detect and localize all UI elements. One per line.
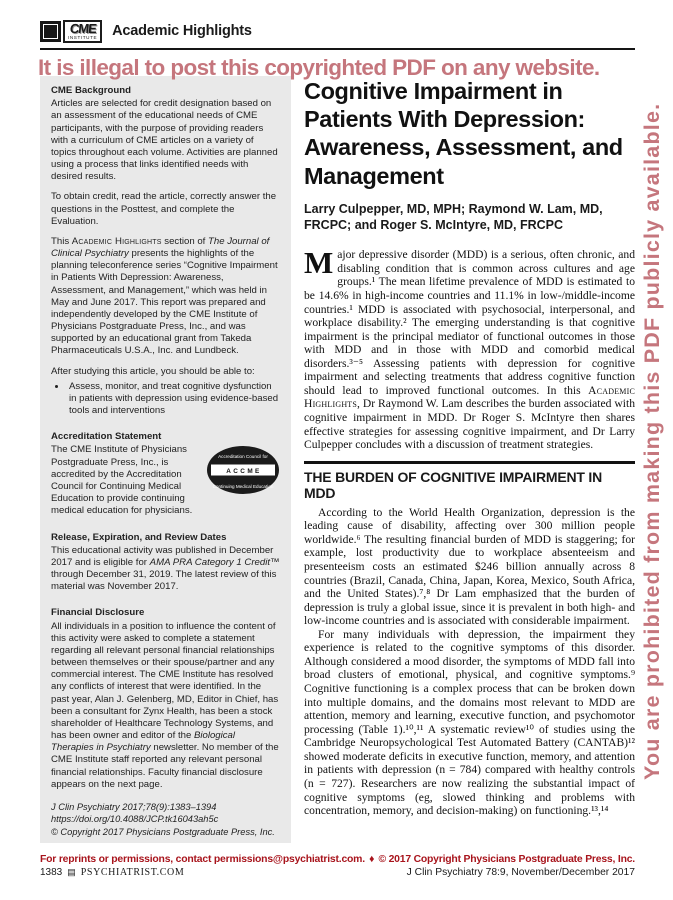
journal-reference: J Clin Psychiatry 78:9, November/December 2017 bbox=[406, 867, 635, 878]
site-name: PSYCHIATRIST.COM bbox=[80, 867, 185, 878]
financial-disclosure-paragraph bbox=[51, 621, 280, 791]
cme-institute-logo bbox=[40, 20, 102, 43]
page-header bbox=[40, 20, 635, 50]
article-citation-block bbox=[51, 801, 280, 838]
burden-paragraph-2: For many individuals with depression, the impairment they experience is related to the cognitive symptoms of this disorder. Although considered a mood disorder, the symptoms of MDD fall into broad clusters of emotional, physical, and cognitive symptoms.⁹ Cognitive functioning is a complex process that can be broken down into multiple domains, and the domains most relevant to MDD are attention, memory and learning, executive function, and psychomotor processing (Table 1).¹⁰,¹¹ A systematic review¹⁰ of studies using the Cambridge Neuropsychological Test Automated Battery (CANTAB)¹² showed moderate deficits in executive function, memory, and attention in patients with depression (n = 784) compared with healthy controls (n = 727). Researchers are now realizing the substantial impact of cognitive symptoms (eg, slowed thinking and problems with concentration, memory, and decision-making) on functioning.¹³,¹⁴ bbox=[304, 627, 635, 818]
sidebar-heading-cme-background: CME Background bbox=[51, 85, 131, 96]
publisher-square-icon bbox=[40, 21, 61, 42]
text-run: presents the highlights of the planning teleconference series “Cognitive Impairment in Patients With Depression: Awareness, Assessment, and Management,” which was held in May and June 2017. This report was prepared and independently developed by the CME Institute of Physicians Postgraduate Press, Inc., and was supported by an educational grant from Takeda Pharmaceuticals U.S.A., Inc. and Lundbeck. bbox=[51, 248, 278, 357]
text-run: newsletter. No member of the CME Institute staff reported any relevant personal financial relationships. Faculty financial disclosure appears on the next page. bbox=[51, 742, 279, 790]
logo-text-institute: INSTITUTE bbox=[68, 35, 98, 40]
sidebar-heading-release-dates: Release, Expiration, and Review Dates bbox=[51, 531, 227, 543]
sidebar-heading-accreditation: Accreditation Statement bbox=[51, 431, 162, 443]
academic-highlights-smallcaps: Academic Highlights bbox=[304, 383, 635, 411]
svg-text:Accreditation Council for: Accreditation Council for bbox=[218, 454, 268, 460]
permissions-line bbox=[40, 854, 635, 865]
accreditation-text: The CME Institute of Physicians Postgraduate Press, Inc., is accredited by the Accreditation Council for Continuing Medical Education to provide continuing medical education for physicians. bbox=[51, 444, 193, 517]
obtain-credit-paragraph: To obtain credit, read the article, correctly answer the questions in the Posttest, and complete the Evaluation. bbox=[51, 191, 277, 227]
objectives-list bbox=[51, 381, 280, 418]
page-footer bbox=[40, 854, 635, 878]
section-heading-burden: THE BURDEN OF COGNITIVE IMPAIRMENT IN MDD bbox=[304, 468, 603, 501]
footer-left-group bbox=[40, 867, 184, 878]
text-run: ajor depressive disorder (MDD) is a serious, often chronic, and disabling condition that is common across cultures and age groups.¹ The mean lifetime prevalence of MDD is estimated to be 14.6% in high-income countries and 11.1% in low-/middle-income countries.¹ MDD is associated with psychosocial, interpersonal, and workplace disability.² The emerging understanding is that cognitive impairment is the principal mediator of functional outcomes in those with MDD and in those with MDD and comorbid medical disorders.³⁻⁵ Assessing patients with depression for cognitive impairment and selecting treatments that address cognitive function should lead to improved functional outcomes. In this bbox=[304, 248, 635, 397]
text-run: through December 31, 2019. The latest review of this material was November 2017. bbox=[51, 569, 277, 593]
footer-meta-row bbox=[40, 867, 635, 878]
section-label: Academic Highlights bbox=[112, 23, 252, 40]
intro-paragraph bbox=[304, 245, 635, 452]
objective-item: • Assess, monitor, and treat cognitive dysfunction in patients with depression using evidence-based tools and interventions bbox=[67, 381, 280, 418]
credit-name-italic: AMA PRA Category 1 Credit™ bbox=[149, 556, 280, 568]
text-run: All individuals in a position to influence the content of this activity were asked to complete a statement regarding all relevant personal financial relationships between themselves or their spouse/partner and any commercial interest. The CME Institute has resolved any conflicts of interest that were identified. In the past year, Alan J. Gelenberg, MD, Editor in Chief, has been a consultant for Zynx Health, has been a stock shareholder of Healthcare Technology Systems, and has been owner and editor of the bbox=[51, 620, 279, 742]
section-block bbox=[304, 461, 635, 818]
burden-paragraph-1: According to the World Health Organization, depression is the leading cause of disability, affecting over 300 million people worldwide.⁶ The resulting financial burden of MDD is staggering; for example, lost productivity due to workplace absenteeism and presenteeism costs an estimated $246 billion annually across 8 countries (Brazil, Canada, China, Japan, Korea, Mexico, South Africa, and the United States).⁷,⁸ Dr Lam emphasized that the burden of depression is truly a global issue, since it is prevalent in both high- and low-income countries and is associated with considerable impairment. bbox=[304, 505, 635, 628]
cme-background-paragraph: Articles are selected for credit designation based on an assessment of the educational needs of CME participants, with the purpose of providing readers with a curriculum of CME articles on a variety of topics throughout each volume. Activities are planned using a process that links identified needs with desired results. bbox=[51, 98, 278, 183]
academic-highlights-smallcaps: Academic Highlights bbox=[71, 235, 162, 247]
text-run: section of bbox=[161, 235, 209, 247]
permissions-contact[interactable]: For reprints or permissions, contact permissions@psychiatrist.com. bbox=[40, 854, 365, 865]
footer-copyright: © 2017 Copyright Physicians Postgraduate Press, Inc. bbox=[378, 854, 635, 865]
cme-sidebar bbox=[40, 76, 291, 843]
sidebar-heading-financial-disclosure: Financial Disclosure bbox=[51, 607, 145, 619]
release-dates-paragraph bbox=[51, 545, 280, 594]
copyright-warning-right: You are prohibited from making this PDF publicly available. bbox=[640, 102, 664, 780]
article-authors: Larry Culpepper, MD, MPH; Raymond W. Lam, MD, FRCPC; and Roger S. McIntyre, MD, FRCPC bbox=[304, 201, 603, 232]
article-title: Cognitive Impairment in Patients With Depression: Awareness, Assessment, and Management bbox=[304, 78, 623, 189]
accme-seal-icon bbox=[206, 445, 280, 495]
series-description-paragraph bbox=[51, 236, 280, 358]
journal-name-italic: The Journal of Clinical Psychiatry bbox=[51, 235, 270, 260]
text-run: This bbox=[51, 235, 72, 247]
svg-text:ACCME: ACCME bbox=[226, 468, 262, 476]
text-run: , Dr Raymond W. Lam describes the burden associated with cognitive impairment in MDD. Dr Roger S. McIntyre then shares effective strategies for assessing cognitive impairment, and Dr Larry Culpepper concludes with a discussion of treatment strategies. bbox=[304, 397, 635, 452]
accreditation-body bbox=[51, 444, 280, 517]
page-number: 1383 bbox=[40, 867, 63, 878]
logo-text-cme: CME bbox=[68, 21, 97, 36]
content-columns bbox=[40, 76, 635, 843]
newsletter-name-italic: Biological Therapies in Psychiatry bbox=[51, 730, 236, 754]
objectives-intro: After studying this article, you should be able to: bbox=[51, 365, 255, 377]
psychiatrist-logo-icon: ▤ bbox=[67, 866, 76, 877]
cme-logo-box bbox=[63, 20, 102, 43]
doi-link[interactable]: https://doi.org/10.4088/JCP.tk16043ah5c bbox=[51, 814, 219, 825]
article-main bbox=[304, 76, 635, 843]
text-run: This educational activity was published in December 2017 and is eligible for bbox=[51, 544, 274, 568]
citation-reference: J Clin Psychiatry 2017;78(9):1383–1394 bbox=[51, 801, 217, 812]
svg-text:Continuing Medical Education: Continuing Medical Education bbox=[212, 484, 274, 490]
copyright-warning-top: It is illegal to post this copyrighted PDF on any website. bbox=[38, 55, 600, 80]
citation-copyright: © Copyright 2017 Physicians Postgraduate Press, Inc. bbox=[51, 826, 275, 837]
diamond-separator-icon: ♦ bbox=[369, 854, 375, 865]
drop-cap: M bbox=[304, 245, 334, 281]
